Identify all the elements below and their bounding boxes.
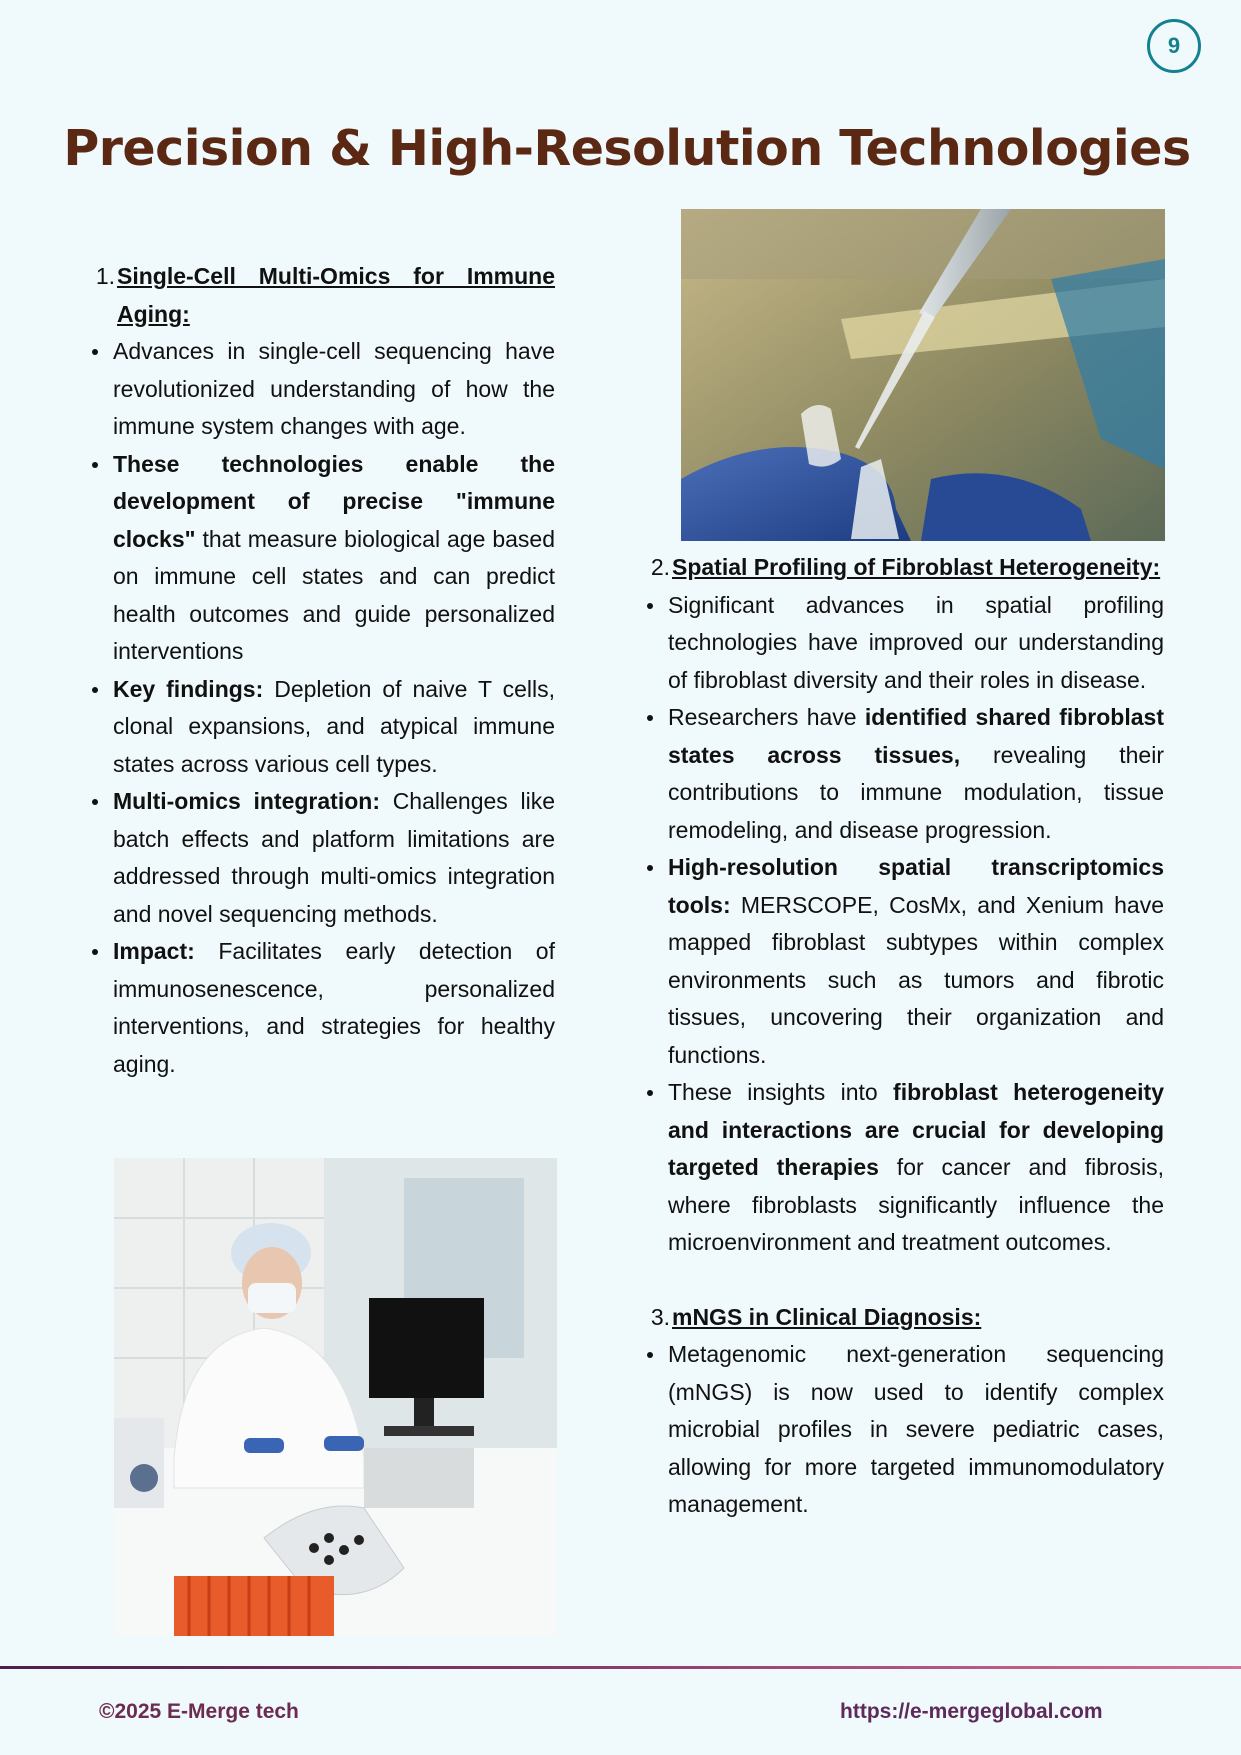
bullet-item [668,1074,1164,1262]
section-number: 3. [650,1303,670,1330]
footer-copyright: ©2025 E-Merge tech [99,1700,299,1723]
footer-url-link[interactable]: https://e-mergeglobal.com [840,1700,1103,1723]
bold-text: fibroblast heterogeneity and interactions are crucial for developing targeted therapies [668,1079,1164,1180]
body-text: Researchers have [668,704,865,730]
bullet-item [113,671,555,784]
bold-text: Impact: [113,938,195,964]
section-number: 1. [95,263,115,289]
body-text: Challenges like batch effects and platform limitations are addressed through multi-omics integration and novel sequencing methods. [113,788,555,927]
body-text: revealing their contributions to immune modulation, tissue remodeling, and disease progression. [668,741,1164,843]
bullet-item [113,783,555,933]
section-heading [85,258,555,333]
bullet-item [668,849,1164,1074]
body-text: Significant advances in spatial profiling technologies have improved our understanding of fibroblast diversity and their roles in disease. [668,591,1164,693]
bold-text: High-resolution spatial transcriptomics tools: [668,854,1164,918]
bullet-item [668,587,1164,700]
bullet-item [668,699,1164,849]
section-title: Single-Cell Multi-Omics for Immune Aging: [117,263,555,327]
section-heading [640,549,1164,587]
bold-text: Key findings: [113,675,264,702]
section-title: mNGS in Clinical Diagnosis: [672,1303,982,1330]
bold-text: identified shared fibroblast states across tissues, [668,704,1164,768]
bullet-list [640,1336,1164,1524]
section-title: Spatial Profiling of Fibroblast Heterogeneity: [672,554,1161,580]
bold-text: Multi-omics integration: [113,788,380,814]
body-text: Facilitates early detection of immunosenescence, personalized interventions, and strategies for healthy aging. [113,938,555,1077]
body-text: Metagenomic next-generation sequencing (mNGS) is now used to identify complex microbial profiles in severe pediatric cases, allowing for more targeted immunomodulatory management. [668,1341,1164,1517]
page-number: 9 [1167,33,1181,58]
bullet-item [113,933,555,1083]
bullet-item [113,333,555,446]
body-text: for cancer and fibrosis, where fibroblasts significantly influence the microenvironment and treatment outcomes. [668,1154,1164,1255]
bold-text: These technologies enable the development of precise "immune clocks" [113,450,555,552]
left-column [85,258,555,1083]
page-number-badge [1147,19,1201,73]
section-heading [640,1299,1164,1337]
page-title: Precision & High-Resolution Technologies [63,120,1191,177]
bullet-item [668,1336,1164,1524]
body-text: Depletion of naive T cells, clonal expansions, and atypical immune states across various cell types. [113,675,556,777]
bullet-list [85,333,555,1083]
body-text: Advances in single-cell sequencing have revolutionized understanding of how the immune system changes with age. [113,338,555,439]
lab-scientist-photo [114,1158,557,1636]
body-text: These insights into [668,1079,894,1105]
bullet-list [640,587,1164,1262]
body-text: that measure biological age based on immune cell states and can predict health outcomes and guide personalized interventions [113,525,555,664]
body-text: MERSCOPE, CosMx, and Xenium have mapped fibroblast subtypes within complex environments such as tumors and fibrotic tissues, uncovering their organization and functions. [668,891,1164,1068]
section-number: 2. [650,554,670,580]
right-column [640,549,1164,1524]
footer-divider [0,1666,1241,1669]
bullet-item [113,446,555,671]
pipette-photo [681,209,1165,541]
